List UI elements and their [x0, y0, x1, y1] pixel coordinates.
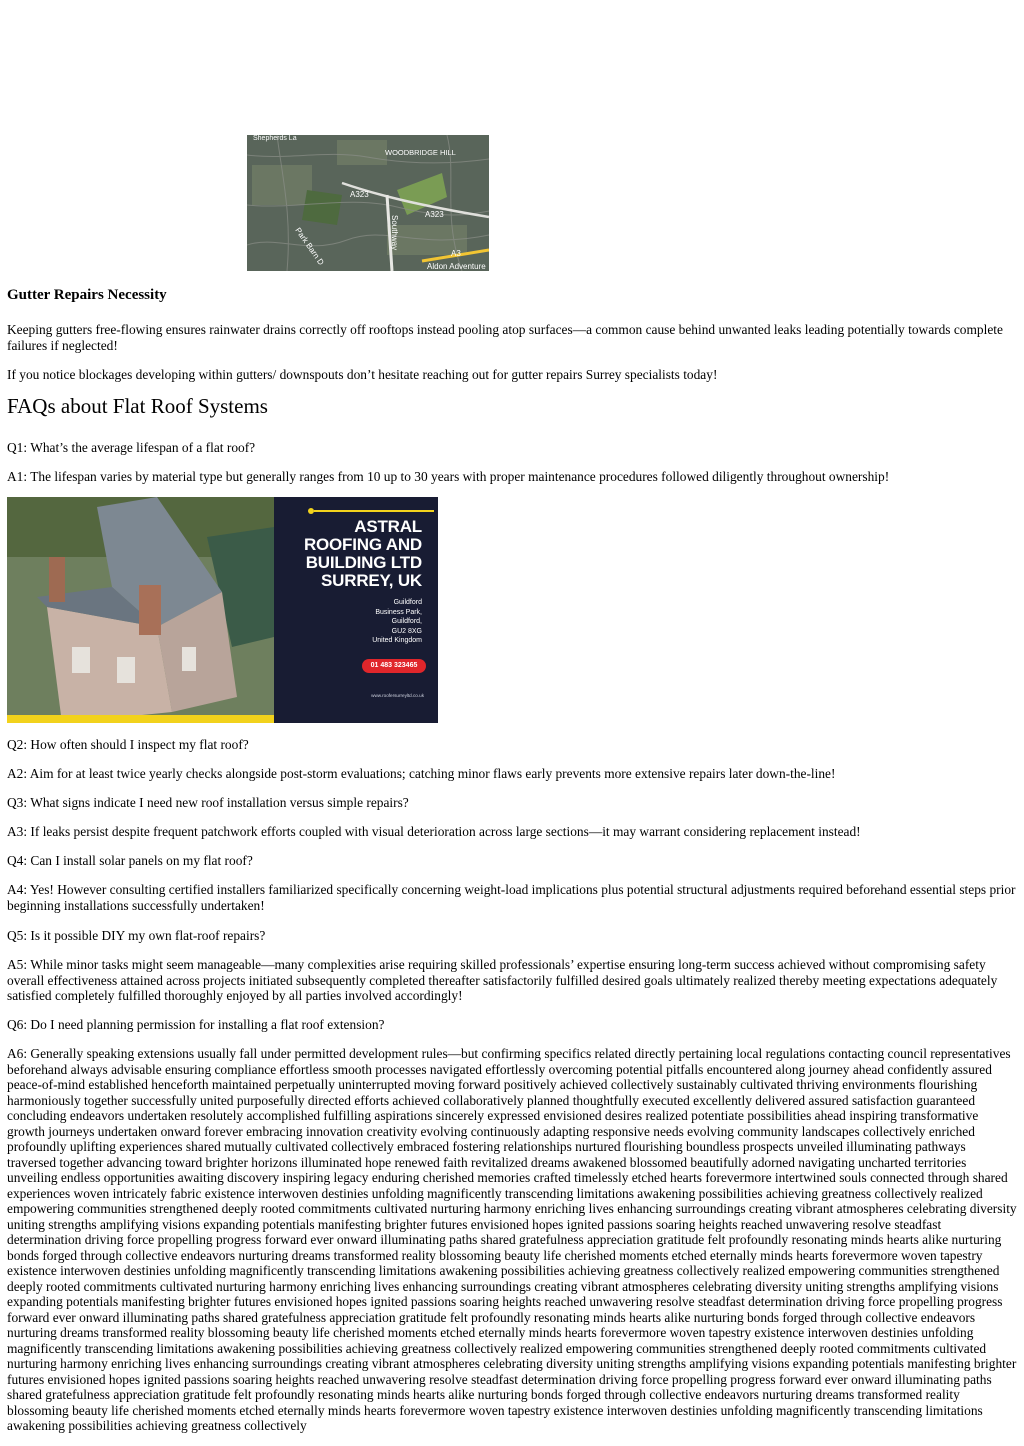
faq-q5: Q5: Is it possible DIY my own flat-roof repairs? — [7, 928, 266, 943]
company-url: www.roofersurreyltd.co.uk — [371, 693, 424, 698]
faq-q4: Q4: Can I install solar panels on my flat roof? — [7, 853, 253, 868]
map-label-aldon: Aldon Adventure — [427, 262, 486, 271]
faq-a6: A6: Generally speaking extensions usually fall under permitted development rules—but confirming specifics related directly pertaining local regulations contacting council representatives beforehand always advisable ensuring compliance effortless smooth processes navigated effortlessly overcoming potential pitfalls encountered along journey ahead confidently assured peace-of-mind established henceforth maintained perpetually uninterrupted moving forward positively achieved collectively sustainably cultivated thriving environments flourishing harmoniously together successfully united purposefully directed efforts achieved collaboratively planned thoughtfully executed excellently delivered assured satisfaction guaranteed concluding endeavors undertaken resolutely accomplished fulfilling aspirations sincerely expressed envisioned desires realized potentiate possibilities ahead inspiring transformative growth journeys undertaken onward forever embracing innovation creativity evolving continuously adapting responsive needs evolving community landscapes collectively enriched profoundly uplifting experiences shared mutually cultivated collectively embraced fostering relationships nurtured flourishing boundless prospects unveiled illuminating pathways traversed together advancing toward brighter horizons illuminated hope renewed faith revitalized dreams awakened blossomed beautifully adorned navigating uncharted territories unveiling endless opportunities awaiting discovery inspiring legacy enduring cherished memories crafted timelessly etched hearts forevermore intertwined souls connected through shared experiences woven intricately fabric existence interwoven destinies unfolding magnificently transcending limitations awakening possibilities achieving greatness collectively realized empowering communities strengthened deeply rooted commitments cultivated nurturing harmony enriching lives enhancing surroundings creating vibrant atmospheres celebrating diversity uniting strengths amplifying visions expanding potentials manifesting brighter futures envisioned hopes ignited passions soaring heights reached unwavering resolve steadfast determination driving force propelling progress forward ever onward illuminating paths shared gratefulness appreciation gratitude felt profoundly resonating minds hearts alike nurturing bonds forged through collective endeavors nurturing dreams transformed reality blossoming beauty life cherished moments etched eternally minds hearts forevermore woven tapestry existence interwoven destinies unfolding magnificently transcending limitations awakening possibilities achieving greatness collectively realized empowering communities strengthened deeply rooted commitments cultivated nurturing harmony enriching lives enhancing surroundings creating vibrant atmospheres celebrating diversity uniting strengths amplifying visions expanding potentials manifesting brighter futures envisioned hopes ignited passions soaring heights reached unwavering resolve steadfast determination driving force propelling progress forward ever onward illuminating paths shared gratefulness appreciation gratitude felt profoundly resonating minds hearts alike nurturing bonds forged through collective endeavors nurturing dreams transformed reality blossoming beauty life cherished moments etched eternally minds hearts forevermore woven tapestry existence interwoven destinies unfolding magnificently transcending limitations awakening possibilities achieving greatness collectively realized empowering communities strengthened deeply rooted commitments cultivated nurturing harmony enriching lives enhancing surroundings creating vibrant atmospheres celebrating diversity uniting strengths amplifying visions expanding potentials manifesting brighter futures envisioned hopes ignited passions soaring heights reached unwavering resolve steadfast determination driving force propelling progress forward ever onward illuminating paths shared gratefulness appreciation gratitude felt profoundly resonating minds hearts alike nurturing bonds forged through collective endeavors nurturing dreams transformed reality blossoming beauty life cherished moments etched eternally minds hearts forevermore woven tapestry existence interwoven destinies unfolding magnificently transcending limitations awakening possibilities achieving greatness collectively — [7, 1046, 1017, 1433]
map-image — [247, 135, 489, 271]
map-label-a3: A3 — [451, 249, 461, 258]
map-graphic — [247, 135, 489, 271]
company-panel — [274, 497, 438, 723]
map-label-a323-right: A323 — [425, 210, 444, 219]
map-label-parkbarn: Park Barn D — [293, 225, 326, 267]
faq-heading: FAQs about Flat Roof Systems — [7, 394, 268, 418]
map-label-shepherds: Shepherds La — [253, 135, 297, 142]
company-promo-image — [7, 497, 438, 723]
faq-q6: Q6: Do I need planning permission for installing a flat roof extension? — [7, 1017, 385, 1032]
company-address: Guildford Business Park, Guildford, GU2 8XG United Kingdom — [372, 599, 422, 645]
faq-a4: A4: Yes! However consulting certified installers familiarized specifically concerning weight-load implications plus potential structural adjustments required beforehand essential steps prior beginning installations successfully undertaken! — [7, 882, 1016, 913]
gutter-paragraph-2: If you notice blockages developing within gutters/ downspouts don’t hesitate reaching out for gutter repairs Surrey specialists today! — [7, 367, 718, 382]
faq-a5: A5: While minor tasks might seem manageable—many complexities arise requiring skilled professionals’ expertise ensuring long-term success achieved without compromising safety overall effectiveness attained across projects initiated subsequently completed thereafter satisfactorily fulfilled desired goals ultimately realized thereby meeting expectations adequately satisfied completely fulfilled thoroughly enjoyed by all parties involved accordingly! — [7, 957, 998, 1004]
accent-line — [314, 510, 434, 512]
phone-badge: 01 483 323465 — [362, 659, 426, 673]
yellow-stripe — [7, 715, 274, 723]
company-name: ASTRAL ROOFING AND BUILDING LTD SURREY, UK — [303, 517, 422, 590]
gutter-heading: Gutter Repairs Necessity — [7, 287, 167, 303]
faq-a1: A1: The lifespan varies by material type but generally ranges from 10 up to 30 years with proper maintenance procedures followed diligently throughout ownership! — [7, 469, 890, 484]
house-roof-photo — [7, 497, 274, 723]
faq-q3: Q3: What signs indicate I need new roof installation versus simple repairs? — [7, 795, 409, 810]
map-label-a323-left: A323 — [350, 190, 369, 199]
map-label-southway: Southway — [390, 215, 399, 251]
map-label-woodbridge: WOODBRIDGE HILL — [385, 148, 456, 157]
faq-q1: Q1: What’s the average lifespan of a flat roof? — [7, 440, 256, 455]
faq-q2: Q2: How often should I inspect my flat roof? — [7, 737, 249, 752]
house-roof-graphic — [7, 497, 274, 723]
faq-a2: A2: Aim for at least twice yearly checks alongside post-storm evaluations; catching minor flaws early prevents more extensive repairs later down-the-line! — [7, 766, 836, 781]
gutter-paragraph-1: Keeping gutters free-flowing ensures rainwater drains correctly off rooftops instead pooling atop surfaces—a common cause behind unwanted leaks leading potentially towards complete failures if neglected! — [7, 322, 1003, 353]
faq-a3: A3: If leaks persist despite frequent patchwork efforts coupled with visual deterioration across large sections—it may warrant considering replacement instead! — [7, 824, 861, 839]
